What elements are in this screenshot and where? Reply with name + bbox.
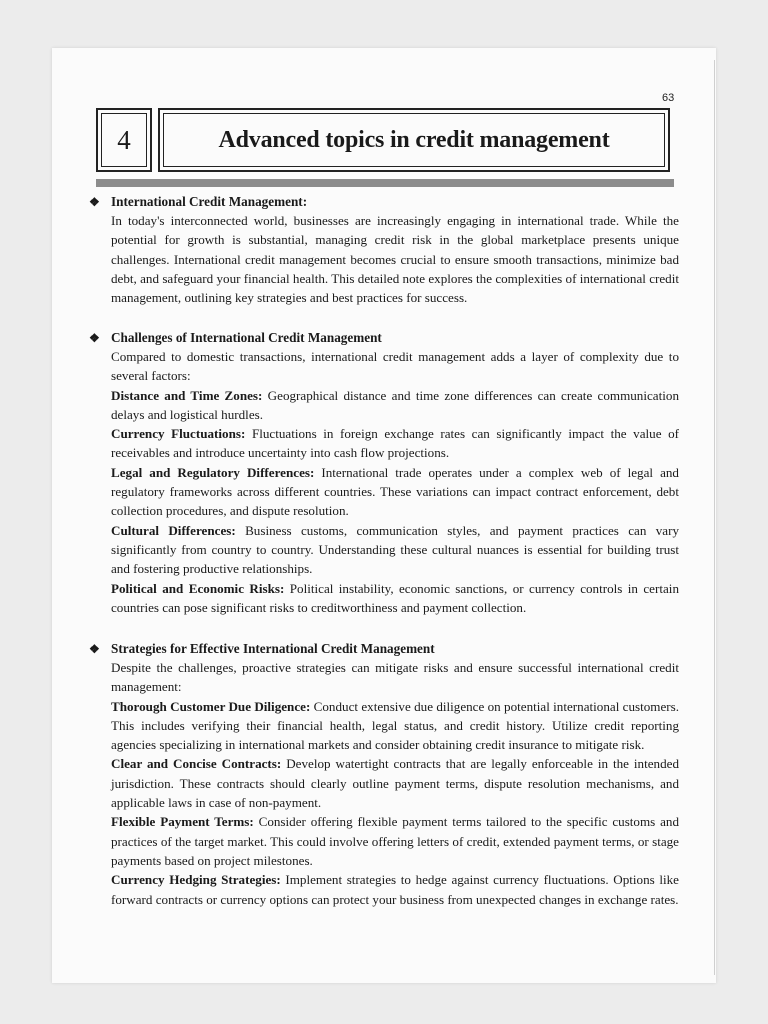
diamond-bullet-icon: ❖ xyxy=(89,331,100,345)
section-body xyxy=(111,347,679,617)
item-term: Legal and Regulatory Differences: xyxy=(111,464,315,480)
list-item xyxy=(111,579,679,618)
item-term: Currency Hedging Strategies: xyxy=(111,872,281,888)
item-text: Consider offering flexible payment terms tailored to the specific customs and practices of the target market. This could involve offering letters of credit, extended payment terms, or stage payments based on project milestones. xyxy=(111,814,679,868)
item-text: Political instability, economic sanctions, or currency controls in certain countries can pose significant risks to creditworthiness and payment collection. xyxy=(111,580,679,615)
chapter-title: Advanced topics in credit management xyxy=(218,126,610,153)
list-item xyxy=(111,463,679,521)
section-strategies xyxy=(89,640,679,909)
item-term: Political and Economic Risks: xyxy=(111,580,285,596)
diamond-bullet-icon: ❖ xyxy=(89,642,100,656)
section-international-credit xyxy=(89,193,679,307)
section-intro: Compared to domestic transactions, international credit management adds a layer of complexity due to several factors: xyxy=(111,349,679,384)
item-text: Geographical distance and time zone differences can create communication delays and logistical hurdles. xyxy=(111,387,679,422)
item-text: Develop watertight contracts that are legally enforceable in the intended jurisdiction. These contracts should clearly outline payment terms, dispute resolution mechanisms, and applicable laws in case of non-payment. xyxy=(111,756,679,811)
section-heading-row xyxy=(89,193,679,211)
page-number: 63 xyxy=(662,92,675,104)
item-term: Thorough Customer Due Diligence: xyxy=(111,698,311,714)
list-item xyxy=(111,812,679,870)
list-item xyxy=(111,386,679,425)
diamond-bullet-icon: ❖ xyxy=(89,195,100,209)
header-rule xyxy=(96,179,674,187)
section-body xyxy=(111,211,679,307)
section-intro: In today's interconnected world, businesses are increasingly engaging in international trade. While the potential for growth is substantial, managing credit risk in the global marketplace presents unique challenges. International credit management becomes crucial to ensure smooth transactions, minimize bad debt, and safeguard your financial health. This detailed note explores the complexities of international credit management, outlining key strategies and best practices for success. xyxy=(111,213,679,306)
page-edge-line xyxy=(714,60,715,975)
item-term: Flexible Payment Terms: xyxy=(111,814,254,830)
chapter-title-box xyxy=(158,108,670,172)
item-text: Conduct extensive due diligence on potential international customers. This includes verifying their financial health, legal status, and credit history. Utilize credit reporting agencies specializing in international markets and consider obtaining credit insurance to mitigate risk. xyxy=(111,698,680,753)
item-term: Cultural Differences: xyxy=(111,522,236,538)
item-text: Business customs, communication styles, and payment practices can vary significantly from country to country. Understanding these cultural nuances is essential for building trust and fostering productive relationships. xyxy=(111,522,680,577)
item-text: International trade operates under a complex web of legal and regulatory frameworks across different countries. These variations can impact contract enforcement, debt collection procedures, and dispute resolution. xyxy=(111,464,679,519)
section-heading: Challenges of International Credit Management xyxy=(111,330,382,345)
section-body xyxy=(111,658,679,909)
section-challenges xyxy=(89,329,679,617)
item-text: Fluctuations in foreign exchange rates can significantly impact the value of receivables and introduce uncertainty into cash flow projections. xyxy=(111,426,680,461)
section-heading: Strategies for Effective International Credit Management xyxy=(111,641,435,656)
list-item xyxy=(111,697,679,755)
item-term: Clear and Concise Contracts: xyxy=(111,756,282,772)
chapter-number-box xyxy=(96,108,152,172)
chapter-number: 4 xyxy=(117,124,131,155)
section-heading-row xyxy=(89,640,679,658)
item-term: Distance and Time Zones: xyxy=(111,387,263,403)
item-term: Currency Fluctuations: xyxy=(111,426,246,442)
item-text: Implement strategies to hedge against currency fluctuations. Options like forward contracts or currency options can protect your business from unexpected changes in exchange rates. xyxy=(111,872,679,907)
list-item xyxy=(111,754,679,812)
list-item xyxy=(111,424,679,463)
section-intro: Despite the challenges, proactive strategies can mitigate risks and ensure successful international credit management: xyxy=(111,660,679,695)
section-heading: International Credit Management: xyxy=(111,194,308,209)
list-item xyxy=(111,870,679,909)
section-heading-row xyxy=(89,329,679,347)
list-item xyxy=(111,521,679,579)
